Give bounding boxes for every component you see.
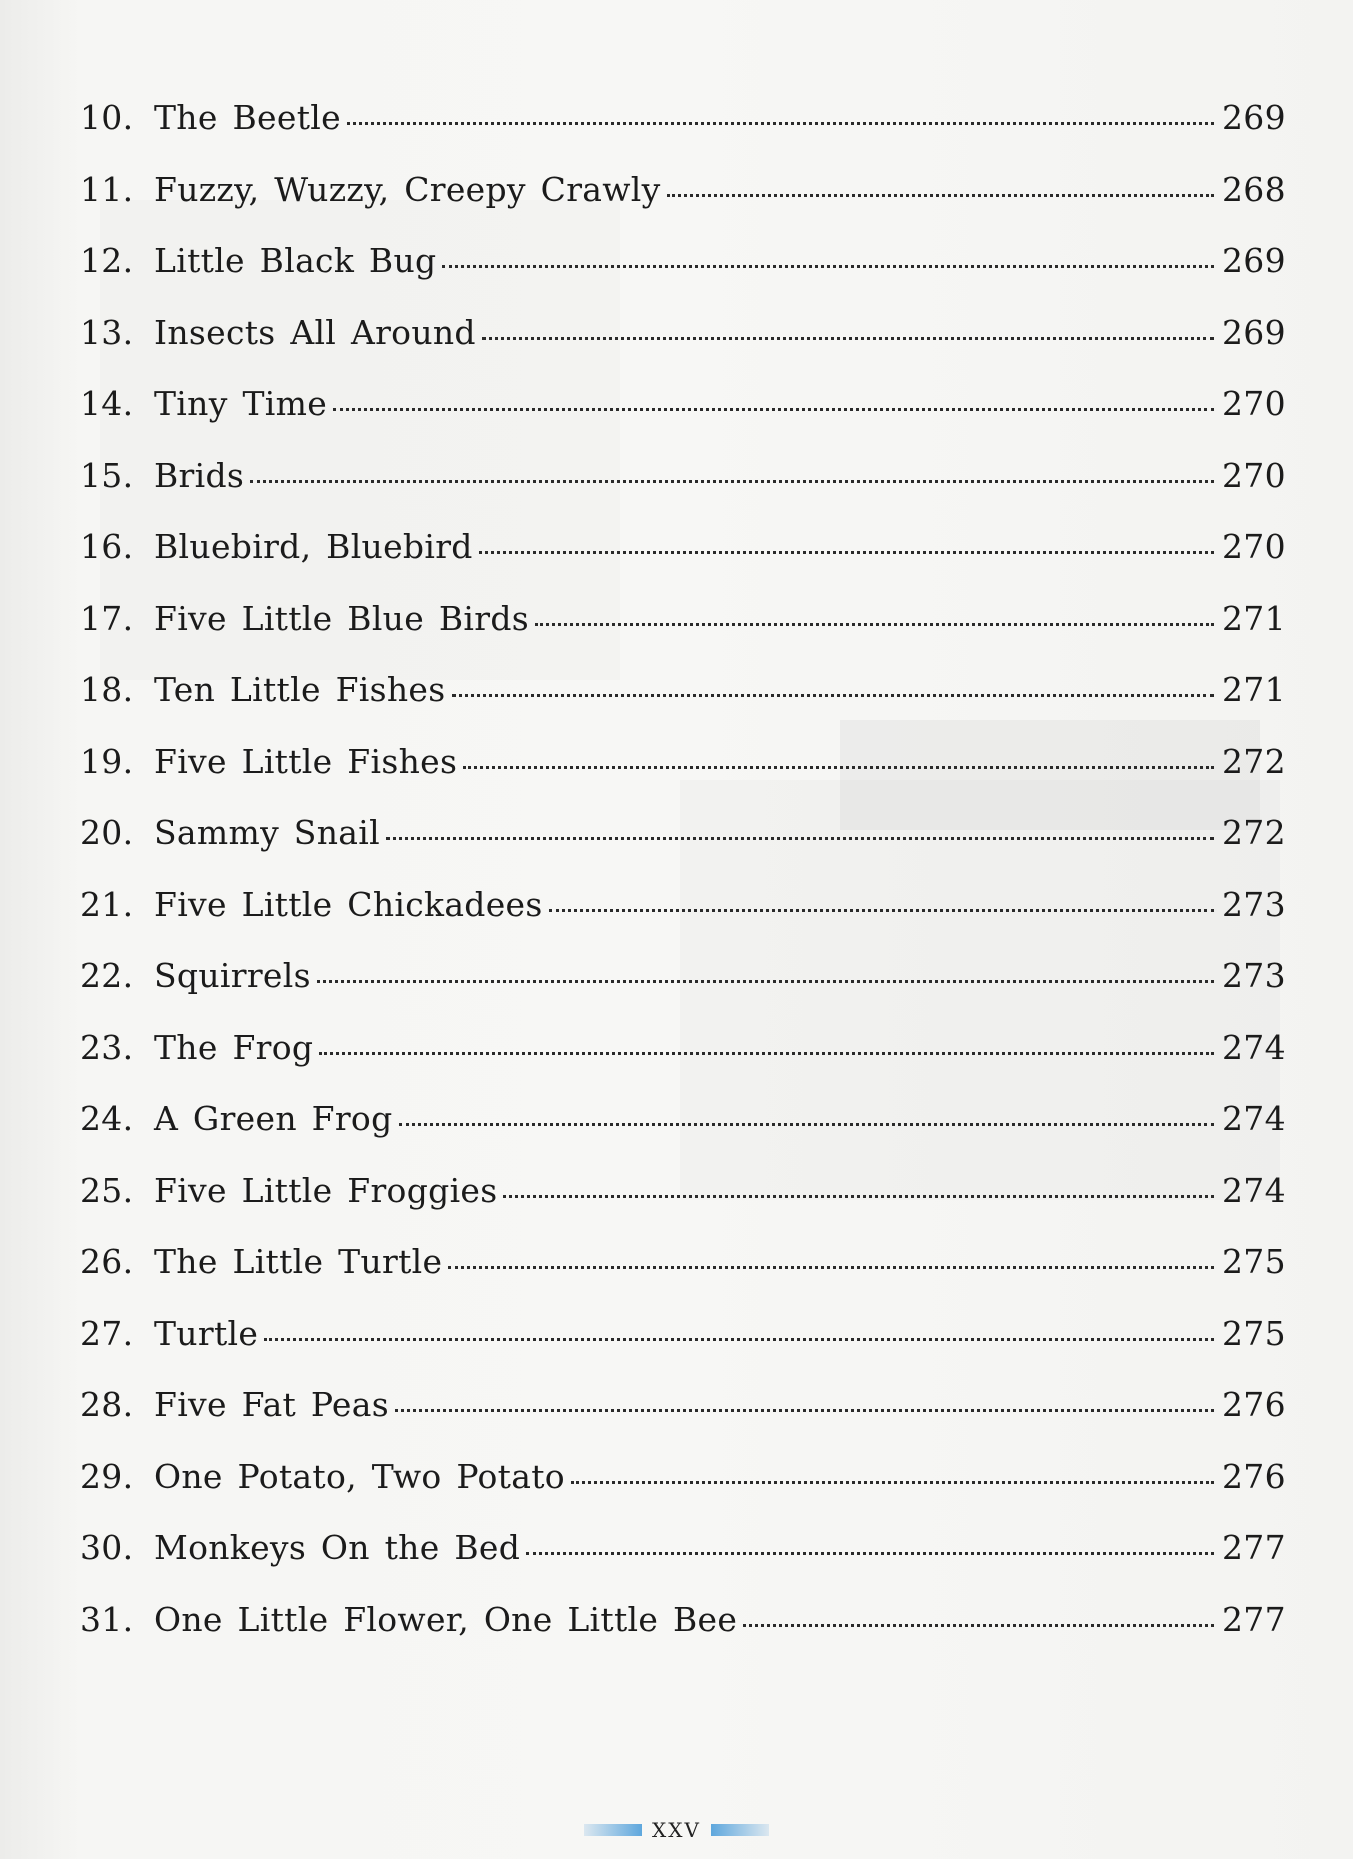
entry-page-number: 270: [1222, 384, 1286, 423]
entry-title: Squirrels: [154, 956, 311, 995]
dot-leader: [503, 1195, 1214, 1198]
entry-page-number: 270: [1222, 527, 1286, 566]
toc-entry[interactable]: [80, 1099, 1286, 1171]
entry-page-number: 269: [1222, 241, 1286, 280]
toc-entry[interactable]: [80, 98, 1286, 170]
dot-leader: [317, 980, 1214, 983]
entry-page-number: 274: [1222, 1027, 1286, 1067]
entry-page-number: 270: [1222, 455, 1286, 495]
entry-number: 22.: [80, 956, 134, 995]
entry-page-number: 274: [1222, 1170, 1286, 1210]
entry-title: Monkeys On the Bed: [154, 1528, 521, 1567]
entry-title: Turtle: [154, 1313, 259, 1353]
dot-leader: [264, 1338, 1214, 1341]
dot-leader: [482, 337, 1214, 340]
folio-accent-left: [584, 1824, 642, 1836]
entry-title: One Little Flower, One Little Bee: [154, 1599, 738, 1639]
entry-title: Sammy Snail: [154, 813, 380, 852]
dot-leader: [442, 265, 1214, 268]
entry-title: Five Little Chickadees: [154, 884, 543, 924]
entry-page-number: 276: [1222, 1385, 1286, 1424]
toc-entry[interactable]: [80, 455, 1286, 528]
entry-number: 26.: [80, 1242, 134, 1281]
entry-title: Five Little Froggies: [154, 1170, 498, 1210]
entry-number: 24.: [80, 1099, 134, 1138]
table-of-contents: [80, 98, 1286, 1671]
toc-entry[interactable]: [80, 527, 1286, 599]
entry-page-number: 269: [1222, 98, 1286, 137]
entry-title: Five Little Fishes: [154, 741, 458, 781]
toc-entry[interactable]: [80, 1456, 1286, 1529]
dot-leader: [448, 1266, 1214, 1269]
entry-page-number: 269: [1222, 312, 1286, 352]
entry-page-number: 272: [1222, 741, 1286, 781]
toc-entry[interactable]: [80, 598, 1286, 671]
entry-number: 27.: [80, 1313, 134, 1353]
toc-entry[interactable]: [80, 670, 1286, 742]
entry-number: 20.: [80, 813, 134, 852]
toc-entry[interactable]: [80, 384, 1286, 456]
dot-leader: [549, 909, 1214, 912]
entry-number: 10.: [80, 98, 134, 137]
toc-entry[interactable]: [80, 1027, 1286, 1100]
toc-entry[interactable]: [80, 1599, 1286, 1672]
entry-title: Insects All Around: [154, 312, 476, 352]
toc-entry[interactable]: [80, 884, 1286, 957]
toc-entry[interactable]: [80, 241, 1286, 313]
entry-number: 29.: [80, 1456, 134, 1496]
toc-entry[interactable]: [80, 1313, 1286, 1386]
folio-number: XXV: [652, 1818, 701, 1842]
entry-number: 18.: [80, 670, 134, 709]
entry-page-number: 275: [1222, 1313, 1286, 1353]
entry-number: 12.: [80, 241, 134, 280]
entry-number: 30.: [80, 1528, 134, 1567]
entry-page-number: 271: [1222, 670, 1286, 709]
toc-entry[interactable]: [80, 169, 1286, 242]
toc-entry[interactable]: [80, 312, 1286, 385]
entry-page-number: 271: [1222, 598, 1286, 638]
toc-entry[interactable]: [80, 1242, 1286, 1314]
entry-title: Five Fat Peas: [154, 1385, 389, 1424]
entry-number: 25.: [80, 1170, 134, 1210]
toc-entry[interactable]: [80, 1385, 1286, 1457]
entry-number: 19.: [80, 741, 134, 781]
entry-page-number: 274: [1222, 1099, 1286, 1138]
entry-page-number: 276: [1222, 1456, 1286, 1496]
entry-title: Five Little Blue Birds: [154, 598, 529, 638]
entry-page-number: 273: [1222, 884, 1286, 924]
dot-leader: [333, 408, 1214, 411]
entry-page-number: 275: [1222, 1242, 1286, 1281]
entry-number: 28.: [80, 1385, 134, 1424]
entry-number: 11.: [80, 169, 134, 209]
entry-title: Bluebird, Bluebird: [154, 527, 473, 566]
dot-leader: [319, 1052, 1214, 1055]
entry-number: 21.: [80, 884, 134, 924]
entry-title: A Green Frog: [154, 1099, 393, 1138]
entry-title: Tiny Time: [154, 384, 328, 423]
dot-leader: [571, 1481, 1214, 1484]
entry-title: Ten Little Fishes: [154, 670, 446, 709]
dot-leader: [479, 551, 1214, 554]
dot-leader: [347, 122, 1214, 125]
entry-title: Fuzzy, Wuzzy, Creepy Crawly: [154, 169, 661, 209]
entry-number: 17.: [80, 598, 134, 638]
entry-title: Little Black Bug: [154, 241, 437, 280]
entry-page-number: 268: [1222, 169, 1286, 209]
entry-page-number: 272: [1222, 813, 1286, 852]
entry-title: Brids: [154, 455, 245, 495]
entry-page-number: 273: [1222, 956, 1286, 995]
dot-leader: [743, 1624, 1214, 1627]
toc-entry[interactable]: [80, 813, 1286, 885]
entry-number: 14.: [80, 384, 134, 423]
entry-number: 31.: [80, 1599, 134, 1639]
entry-number: 13.: [80, 312, 134, 352]
entry-title: The Frog: [154, 1027, 314, 1067]
folio-accent-right: [711, 1824, 769, 1836]
dot-leader: [526, 1552, 1214, 1555]
entry-number: 15.: [80, 455, 134, 495]
toc-entry[interactable]: [80, 1170, 1286, 1243]
dot-leader: [463, 766, 1214, 769]
dot-leader: [386, 837, 1214, 840]
dot-leader: [535, 623, 1214, 626]
entry-number: 23.: [80, 1027, 134, 1067]
entry-title: The Beetle: [154, 98, 341, 137]
toc-entry[interactable]: [80, 741, 1286, 814]
entry-number: 16.: [80, 527, 134, 566]
entry-page-number: 277: [1222, 1528, 1286, 1567]
dot-leader: [250, 480, 1214, 483]
entry-page-number: 277: [1222, 1599, 1286, 1639]
page-folio: [0, 1818, 1353, 1842]
toc-entry[interactable]: [80, 1528, 1286, 1600]
dot-leader: [452, 694, 1215, 697]
dot-leader: [399, 1123, 1214, 1126]
toc-entry[interactable]: [80, 956, 1286, 1028]
entry-title: The Little Turtle: [154, 1242, 443, 1281]
entry-title: One Potato, Two Potato: [154, 1456, 565, 1496]
dot-leader: [395, 1409, 1214, 1412]
dot-leader: [667, 194, 1214, 197]
